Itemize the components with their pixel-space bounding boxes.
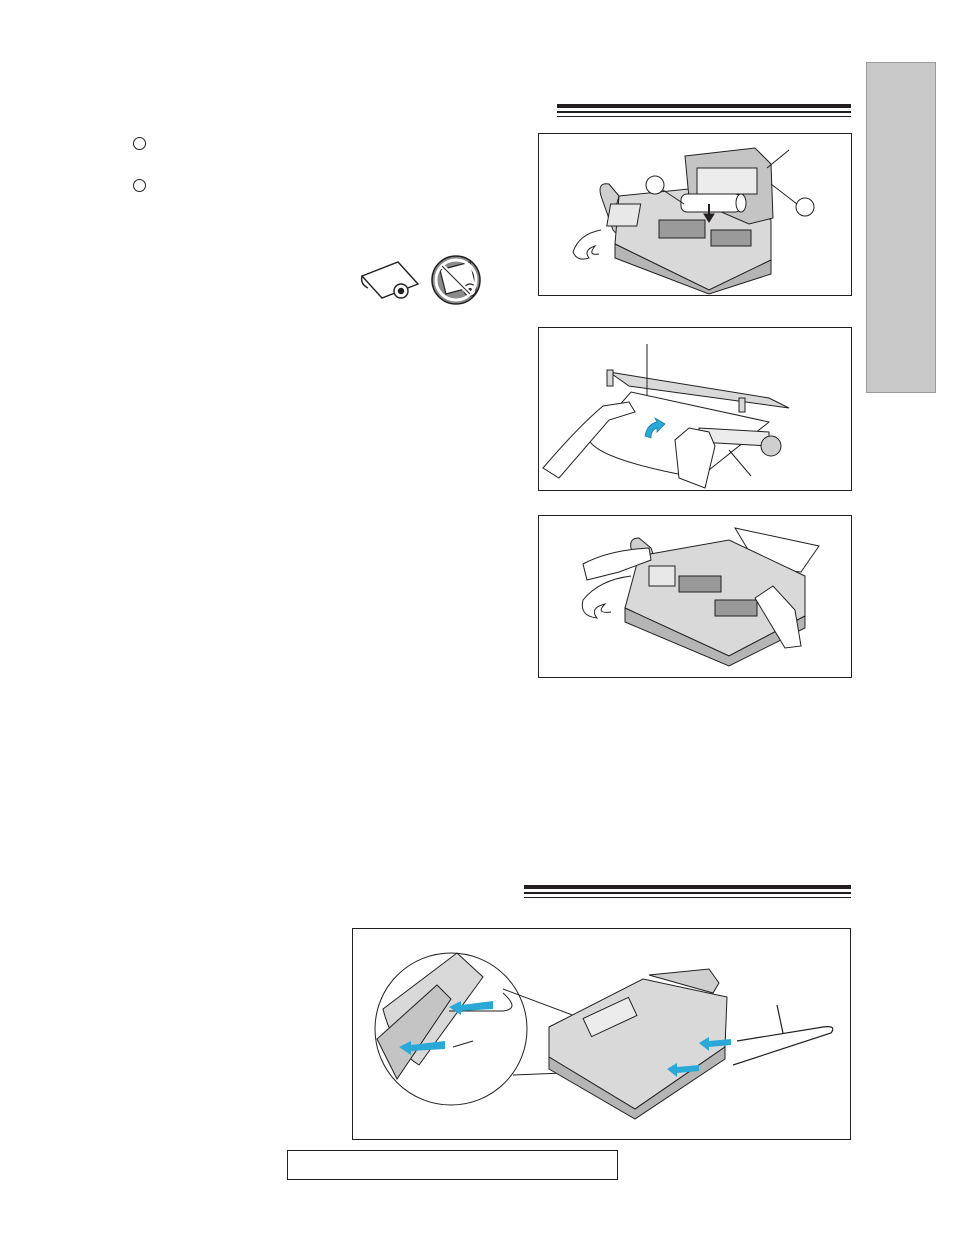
chapter-thumb-tab (866, 62, 936, 393)
fax-machine-illustration (573, 148, 773, 294)
step-marker-2-icon (133, 179, 146, 192)
section-heading-rule-top (557, 104, 851, 117)
paper-roll-icon (362, 262, 418, 298)
figure-open-cover-insert-roll (538, 133, 852, 296)
no-symbol-icon (432, 256, 480, 304)
roller-illustration (543, 370, 789, 488)
figure-close-cover (538, 515, 852, 678)
paper-roll-orientation-icons (358, 250, 488, 310)
paper-tray-wire-illustration (733, 1005, 833, 1065)
fax-closed-illustration (582, 528, 819, 666)
figure-attach-paper-tray (352, 928, 851, 1140)
page-footer-box (287, 1150, 618, 1180)
section-heading-rule-bottom (524, 885, 851, 898)
step-marker-1-icon (133, 137, 146, 150)
figure-pull-paper-over-roller (538, 327, 852, 491)
